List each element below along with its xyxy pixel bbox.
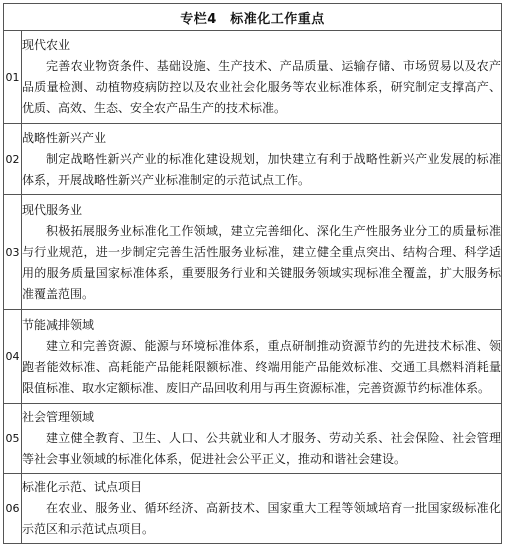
table-row <box>4 124 502 195</box>
row-number: 01 <box>4 31 22 124</box>
row-content <box>22 31 502 124</box>
row-content <box>22 310 502 404</box>
row-body: 建立和完善资源、能源与环境标准体系，重点研制推动资源节约的先进技术标准、领跑者能效标准、高耗能产品能耗限额标准、终端用能产品能效标准、交通工具燃料消耗量限值标准、取水定额标准、废旧产品回收利用与再生资源标准，完善资源节约标准体系。 <box>22 338 501 395</box>
row-content <box>22 474 502 544</box>
row-content <box>22 404 502 474</box>
row-heading: 社会管理领域 <box>22 410 95 424</box>
title-row <box>4 4 502 31</box>
row-content <box>22 124 502 195</box>
row-body: 完善农业物资条件、基础设施、生产技术、产品质量、运输存储、市场贸易以及农产品质量检测、动植物疫病防控以及农业社会化服务等农业标准体系，研究制定支撑高产、优质、高效、生态、安全农产品生产的技术标准。 <box>22 59 501 115</box>
table-row <box>4 31 502 124</box>
row-number: 06 <box>4 474 22 544</box>
table-row <box>4 404 502 474</box>
row-number: 04 <box>4 310 22 404</box>
row-heading: 现代服务业 <box>22 202 83 217</box>
table-row <box>4 310 502 404</box>
table-title: 专栏4 标准化工作重点 <box>4 4 502 31</box>
row-heading: 战略性新兴产业 <box>22 130 107 145</box>
row-body: 在农业、服务业、循环经济、高新技术、国家重大工程等领域培育一批国家级标准化示范区和示范试点项目。 <box>22 501 501 536</box>
row-number: 05 <box>4 404 22 474</box>
table-row <box>4 195 502 310</box>
focus-column-table <box>3 3 502 544</box>
row-heading: 节能减排领域 <box>22 317 95 332</box>
row-body: 建立健全教育、卫生、人口、公共就业和人才服务、劳动关系、社会保险、社会管理等社会事业领域的标准化体系，促进社会公平正义，推动和谐社会建设。 <box>22 431 501 466</box>
row-heading: 标准化示范、试点项目 <box>22 480 143 494</box>
row-body: 积极拓展服务业标准化工作领域，建立完善细化、深化生产性服务业分工的质量标准与行业规范，进一步制定完善生活性服务业标准，建立健全重点突出、结构合理、科学适用的服务质量国家标准体系，重要服务行业和关键服务领域实现标准全覆盖，扩大服务标准覆盖范围。 <box>22 223 501 301</box>
row-content <box>22 195 502 310</box>
row-number: 02 <box>4 124 22 195</box>
row-body: 制定战略性新兴产业的标准化建设规划，加快建立有利于战略性新兴产业发展的标准体系，开展战略性新兴产业标准制定的示范试点工作。 <box>22 151 501 187</box>
row-heading: 现代农业 <box>22 38 71 52</box>
row-number: 03 <box>4 195 22 310</box>
table-row <box>4 474 502 544</box>
